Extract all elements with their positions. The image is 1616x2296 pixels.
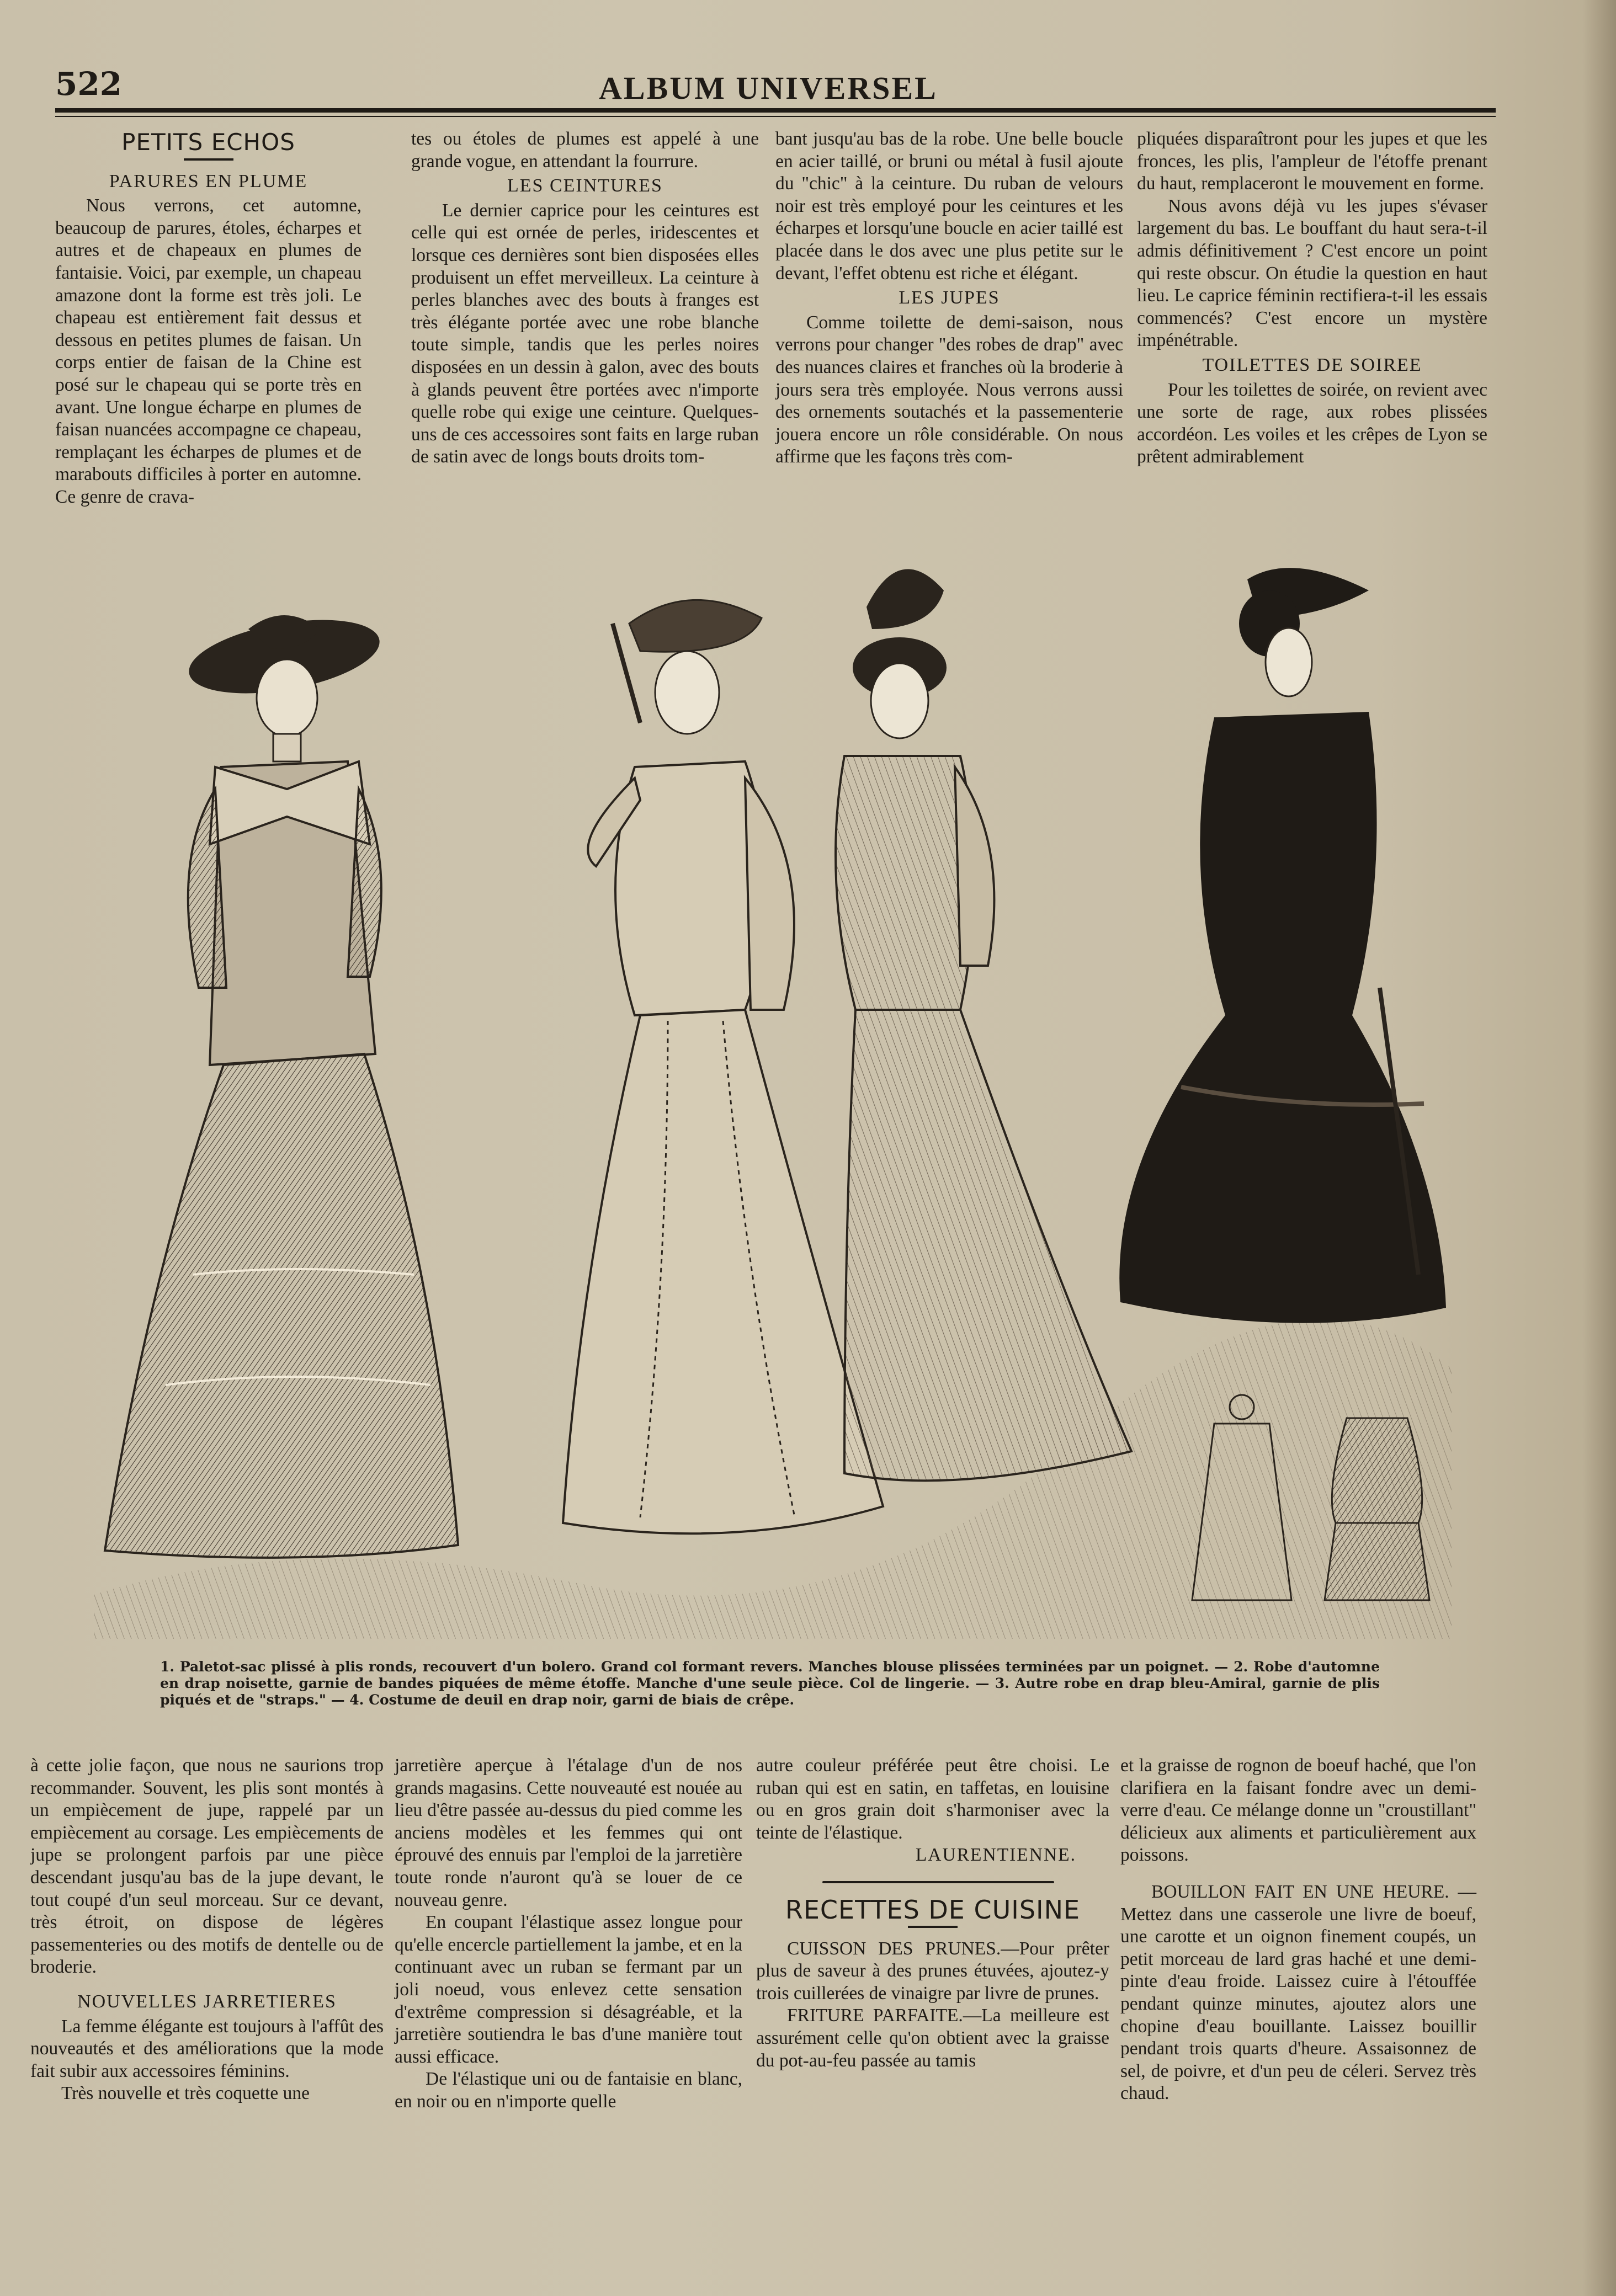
bottom-column-1 xyxy=(30,1755,384,2105)
figure-1-paletot xyxy=(105,608,458,1558)
paragraph: Pour les toilettes de soirée, on revient avec une sorte de rage, aux robes plissées accordéon. Les voiles et les crêpes de Lyon se prêtent admirablement xyxy=(1137,379,1487,467)
subheading-toilettes: TOILETTES DE SOIREE xyxy=(1202,354,1422,375)
paragraph: Nous verrons, cet automne, beaucoup de parures, étoles, écharpes et autres et de chapeaux en plumes de fantaisie. Voici, par exemple, un chapeau amazone dont la forme est très joli. Le chapeau est entièrement fait dessus et dessous en petites plumes de faisan. Un corps entier de faisan de la Chine est posé sur le chapeau qui se porte très en avant. Une longue écharpe en plumes de faisan nuancées accompagne ce chapeau, remplaçant les écharpes de plumes et de marabouts difficiles à porter en automne. Ce genre de crava- xyxy=(55,195,362,507)
paragraph: FRITURE PARFAITE.—La meilleure est assurément celle qu'on obtient avec la graisse du pot-au-feu passée au tamis xyxy=(756,2005,1109,2071)
header-rule xyxy=(55,108,1496,113)
top-column-2 xyxy=(411,128,759,468)
paragraph: pliquées disparaîtront pour les jupes et que les fronces, les plis, l'ampleur de l'étoffe prenant du haut, remplaceront le mouvement en forme. xyxy=(1137,129,1487,194)
paragraph: à cette jolie façon, que nous ne saurions trop recommander. Souvent, les plis sont montés à un empiècement de jupe, rappelé par un empiècement au corsage. Les empiècements de jupe se prolongent parfois par une pièce descendant jusqu'au bas de la jupe devant, le tout coupé d'un seul morceau. Sur ce devant, très étroit, on dispose de légères passementeries ou des motifs de dentelle ou de broderie. xyxy=(30,1755,384,1978)
paragraph: Très nouvelle et très coquette une xyxy=(61,2083,310,2104)
header-rule-thin xyxy=(55,116,1496,117)
figure-caption: 1. Paletot-sac plissé à plis ronds, recouvert d'un bolero. Grand col formant revers. Manches blouse plissées terminées par un poignet. — 2. Robe d'automne en drap noisette, garnie de bandes piquées de même étoffe. Manche d'une seule pièce. Col de lingerie. — 3. Autre robe en drap bleu-Amiral, garnie de plis piqués et de "straps." — 4. Costume de deuil en drap noir, garni de biais de crêpe. xyxy=(160,1659,1380,1708)
title-rule xyxy=(184,158,233,161)
paragraph: De l'élastique uni ou de fantaisie en blanc, en noir ou en n'importe quelle xyxy=(395,2069,742,2112)
paragraph: Comme toilette de demi-saison, nous verrons pour changer "des robes de drap" avec des nuances claires et franches où la broderie à jours sera très employée. Nous verrons aussi des ornements soutachés et la passementerie jouera encore un rôle considérable. On nous affirme que les façons très com- xyxy=(775,312,1123,467)
bottom-column-3 xyxy=(756,1755,1109,2072)
paragraph: bant jusqu'au bas de la robe. Une belle boucle en acier taillé, or bruni ou métal à fusil ajoute du "chic" à la ceinture. Du ruban de velours noir est très employé pour les ceintures et les écharpes et lorsqu'une boucle en acier taillé est placée dans le dos avec une plus petite sur le devant, l'effet obtenu est riche et élégant. xyxy=(775,129,1123,284)
paragraph: CUISSON DES PRUNES.—Pour prêter plus de saveur à des prunes étuvées, ajoutez-y trois cuillerées de vinaigre par livre de prunes. xyxy=(756,1938,1109,2004)
fashion-illustration xyxy=(83,557,1463,1639)
paragraph: autre couleur préférée peut être choisi. Le ruban qui est en satin, en taffetas, en louisine ou en gros grain doit s'harmoniser avec la teinte de l'élastique. xyxy=(756,1755,1109,1843)
paragraph: BOUILLON FAIT EN UNE HEURE. — Mettez dans une casserole une livre de boeuf, une carotte et un oignon finement coupés, un petit morceau de lard gras haché et une demi-pinte d'eau froide. Laissez cuire à l'étouffée pendant quinze minutes, ajoutez alors une chopine d'eau bouillante. Laissez bouillir pendant trois quarts d'heure. Assaisonnez de sel, de poivre, et d'un peu de céleri. Servez très chaud. xyxy=(1120,1881,1476,2104)
section-separator xyxy=(756,1872,1109,1893)
figure-4-costume-deuil xyxy=(1119,568,1446,1323)
paragraph: La femme élégante est toujours à l'affût des nouveautés et des améliorations que la mode fait subir aux accessoires féminins. xyxy=(30,2016,384,2081)
page-number: 522 xyxy=(55,65,123,103)
paragraph: tes ou étoles de plumes est appelé à une grande vogue, en attendant la fourrure. xyxy=(411,129,759,172)
top-column-3 xyxy=(775,128,1123,468)
title-rule xyxy=(908,1926,958,1928)
subheading-jupes: LES JUPES xyxy=(899,287,1000,308)
top-column-4 xyxy=(1137,128,1487,468)
section-title-recettes: RECETTES DE CUISINE xyxy=(785,1894,1081,1925)
bottom-column-4 xyxy=(1120,1755,1476,2105)
subheading-ceintures: LES CEINTURES xyxy=(507,175,663,196)
paragraph: Nous avons déjà vu les jupes s'évaser largement du bas. Le bouffant du haut sera-t-il admis définitivement ? C'est encore un point qui reste obscur. On étudie la question en haut lieu. Le caprice féminin rectifiera-t-il les essais commencés? C'est encore un mystère impénétrable. xyxy=(1137,195,1487,351)
section-title-petits-echos: PETITS ECHOS xyxy=(121,129,295,156)
bottom-column-2 xyxy=(395,1755,742,2113)
page-header xyxy=(55,65,1496,109)
paragraph: En coupant l'élastique assez longue pour qu'elle encercle partiellement la jambe, et en la continuant avec un ruban se fermant par un joli noeud, vous enlevez cette sensation d'extrême compression si désagréable, et la jarretière soutiendra le bas d'une manière tout aussi efficace. xyxy=(395,1912,742,2067)
author-signature: LAURENTIENNE. xyxy=(915,1845,1076,1866)
subheading-parures: PARURES EN PLUME xyxy=(109,171,308,191)
paragraph: Le dernier caprice pour les ceintures est celle qui est ornée de perles, iridescentes et lorsque ces dernières sont bien disposées elles produisent un effet merveilleux. La ceinture à perles blanches avec des bouts à franges est très élégante portée avec une robe blanche toute simple, tandis que les perles noires disposées en un dessin à galon, avec des bouts à glands peuvent être portées avec n'importe quelle robe qui exige une ceinture. Quelques-uns de ces accessoires sont faits en large ruban de satin avec de longs bouts droits tom- xyxy=(411,200,759,467)
top-column-1 xyxy=(55,128,362,509)
figure-2-robe-automne xyxy=(563,600,883,1533)
paragraph: et la graisse de rognon de boeuf haché, que l'on clarifiera en la faisant fondre avec un demi-verre d'eau. Ce mélange donne un "croustillant" délicieux aux aliments et particulièrement aux poissons. xyxy=(1120,1755,1476,1866)
figure-3-robe-bleu-amiral xyxy=(836,569,1131,1480)
masthead-title: ALBUM UNIVERSEL xyxy=(599,70,938,106)
subheading-jarretieres: NOUVELLES JARRETIERES xyxy=(77,1991,337,2012)
page-edge-shadow xyxy=(1583,0,1616,2296)
paragraph: jarretière aperçue à l'étalage d'un de nos grands magasins. Cette nouveauté est nouée au lieu d'être passée au-dessus du pied comme les anciens modèles et les femmes qui ont éprouvé des ennuis par l'emploi de la jarretière toute ronde n'auront qu'à se louer de ce nouveau genre. xyxy=(395,1755,742,1910)
